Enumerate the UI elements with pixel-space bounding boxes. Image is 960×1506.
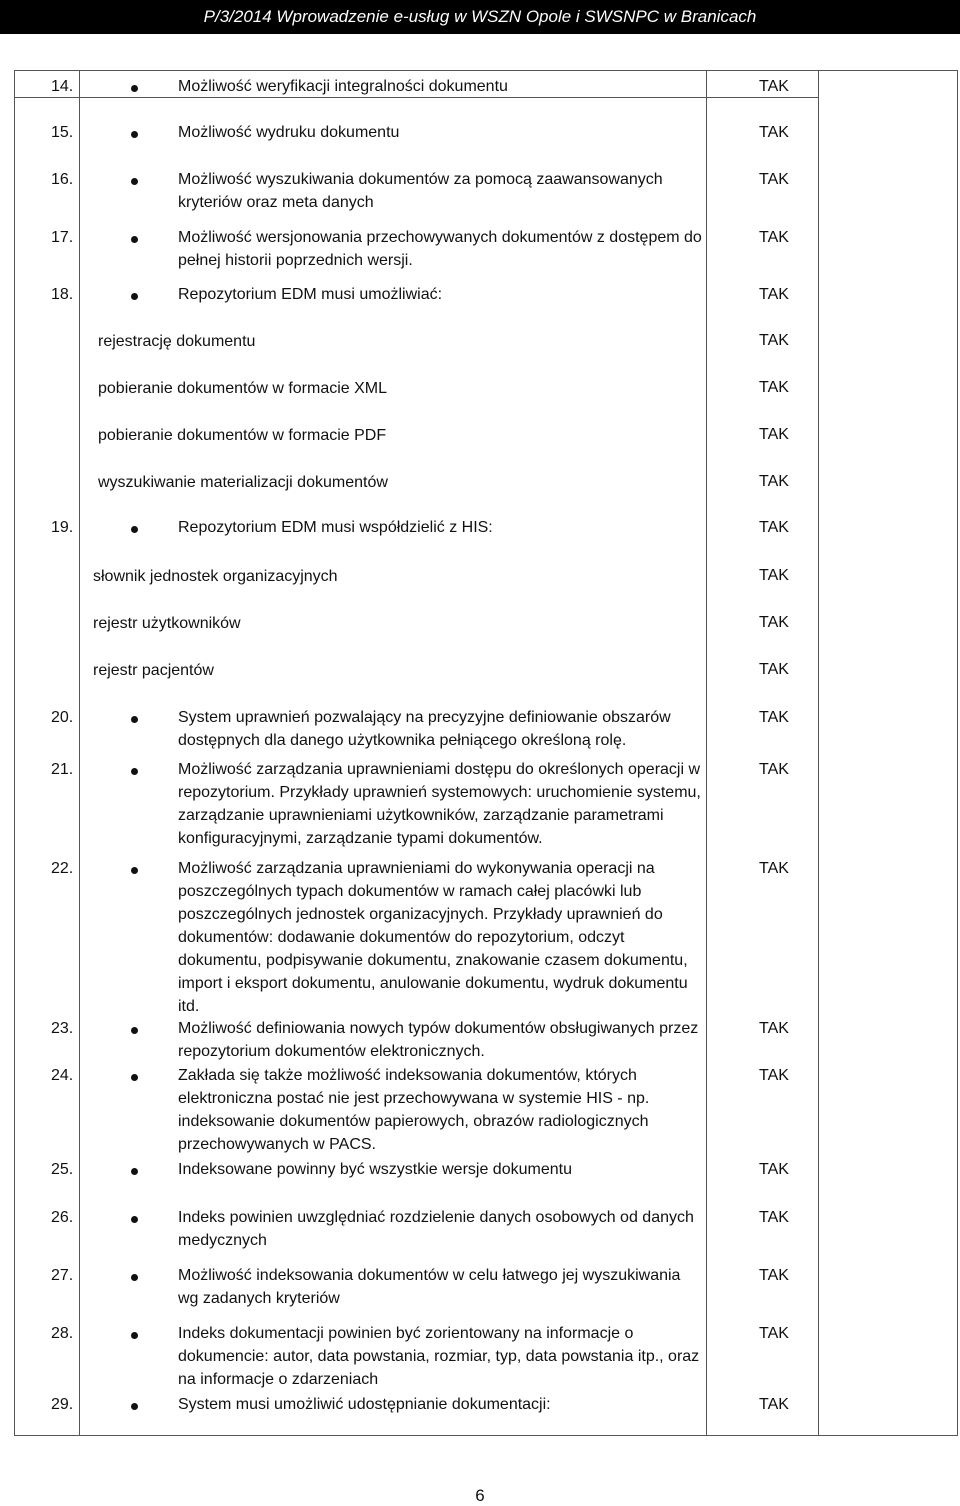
item-answer: TAK — [759, 1267, 789, 1284]
item-text: Indeks powinien uwzględniać rozdzielenie danych osobowych od danych medycznych — [178, 1209, 694, 1249]
item-answer: TAK — [759, 229, 789, 246]
item-number: 14. — [51, 78, 74, 95]
bullet-icon — [131, 1403, 138, 1410]
item-number: 29. — [51, 1396, 74, 1413]
bullet-icon — [131, 768, 138, 775]
item-text: Możliwość definiowania nowych typów dokumentów obsługiwanych przez repozytorium dokumentów elektronicznych. — [178, 1020, 699, 1060]
item-text: System musi umożliwić udostępnianie dokumentacji: — [178, 1396, 551, 1413]
subitem-answer: TAK — [759, 614, 789, 631]
item-answer: TAK — [759, 519, 789, 536]
item-answer: TAK — [759, 78, 789, 95]
bullet-icon — [131, 1216, 138, 1223]
item-number: 24. — [51, 1067, 74, 1084]
item-answer: TAK — [759, 1020, 789, 1037]
subitem-text: rejestr użytkowników — [93, 615, 241, 632]
item-answer: TAK — [759, 1396, 789, 1413]
document-title: P/3/2014 Wprowadzenie e-usług w WSZN Opole i SWSNPC w Branicach — [203, 7, 757, 26]
bullet-icon — [131, 716, 138, 723]
page-number: 6 — [475, 1486, 485, 1505]
item-text: Repozytorium EDM musi współdzielić z HIS: — [178, 519, 493, 536]
bullet-icon — [131, 131, 138, 138]
bullet-icon — [131, 1168, 138, 1175]
item-text: Możliwość zarządzania uprawnieniami do wykonywania operacji na poszczególnych typach dokumentów w ramach całej placówki lub poszczególnych jednostek organizacyjnych. Przykłady uprawnień do dokumentów: dodawanie dokumentów do repozytorium, odczyt dokumentu, podpisywanie dokumentu, znakowanie czasem dokumentu, import i eksport dokumentu, anulowanie dokumentu, wydruk dokumentu itd. — [178, 860, 688, 1015]
subitem-text: rejestrację dokumentu — [98, 333, 256, 350]
item-number: 18. — [51, 286, 74, 303]
item-number: 22. — [51, 860, 74, 877]
item-number: 28. — [51, 1325, 74, 1342]
item-answer: TAK — [759, 1209, 789, 1226]
page-header — [0, 0, 960, 34]
subitem-text: rejestr pacjentów — [93, 662, 214, 679]
subitem-answer: TAK — [759, 661, 789, 678]
bullet-icon — [131, 178, 138, 185]
item-text: Możliwość zarządzania uprawnieniami dostępu do określonych operacji w repozytorium. Przykłady uprawnień systemowych: uruchomienie systemu, zarządzanie uprawnieniami użytkowników, zarządzanie parametrami konfiguracyjnymi, zarządzanie typami dokumentów. — [178, 761, 701, 847]
item-text: Repozytorium EDM musi umożliwiać: — [178, 286, 443, 303]
subitem-answer: TAK — [759, 567, 789, 584]
subitem-answer: TAK — [759, 426, 789, 443]
item-number: 20. — [51, 709, 74, 726]
item-text: Możliwość weryfikacji integralności dokumentu — [178, 78, 508, 95]
item-text: Możliwość indeksowania dokumentów w celu łatwego jej wyszukiwania wg zadanych kryteriów — [178, 1267, 681, 1307]
subitem-answer: TAK — [759, 473, 789, 490]
item-answer: TAK — [759, 124, 789, 141]
item-answer: TAK — [759, 761, 789, 778]
item-text: Indeksowane powinny być wszystkie wersje dokumentu — [178, 1161, 572, 1178]
column-divider — [818, 71, 819, 1435]
item-answer: TAK — [759, 1161, 789, 1178]
bullet-icon — [131, 85, 138, 92]
item-answer: TAK — [759, 1325, 789, 1342]
subitem-text: wyszukiwanie materializacji dokumentów — [98, 474, 388, 491]
item-text: System uprawnień pozwalający na precyzyjne definiowanie obszarów dostępnych dla danego użytkownika pełniącego określoną rolę. — [178, 709, 671, 749]
subitem-answer: TAK — [759, 332, 789, 349]
bullet-icon — [131, 526, 138, 533]
item-number: 17. — [51, 229, 74, 246]
bullet-icon — [131, 1332, 138, 1339]
bullet-icon — [131, 1074, 138, 1081]
subitem-answer: TAK — [759, 379, 789, 396]
item-text: Możliwość wyszukiwania dokumentów za pomocą zaawansowanych kryteriów oraz meta danych — [178, 171, 663, 211]
subitem-text: słownik jednostek organizacyjnych — [93, 568, 338, 585]
bullet-icon — [131, 236, 138, 243]
bullet-icon — [131, 1027, 138, 1034]
item-answer: TAK — [759, 286, 789, 303]
column-divider — [79, 71, 80, 1435]
item-number: 23. — [51, 1020, 74, 1037]
item-text: Indeks dokumentacji powinien być zorientowany na informacje o dokumencie: autor, data powstania, rozmiar, typ, data powstania itp., oraz na informacje o zdarzeniach — [178, 1325, 700, 1388]
item-answer: TAK — [759, 1067, 789, 1084]
item-text: Możliwość wersjonowania przechowywanych dokumentów z dostępem do pełnej historii poprzednich wersji. — [178, 229, 702, 269]
item-number: 27. — [51, 1267, 74, 1284]
subitem-text: pobieranie dokumentów w formacie XML — [98, 380, 388, 397]
item-answer: TAK — [759, 860, 789, 877]
item-number: 21. — [51, 761, 74, 778]
item-answer: TAK — [759, 709, 789, 726]
requirements-table — [14, 70, 958, 1436]
item-number: 16. — [51, 171, 74, 188]
item-answer: TAK — [759, 171, 789, 188]
bullet-icon — [131, 1274, 138, 1281]
item-number: 26. — [51, 1209, 74, 1226]
item-number: 25. — [51, 1161, 74, 1178]
item-number: 15. — [51, 124, 74, 141]
bullet-icon — [131, 867, 138, 874]
item-number: 19. — [51, 519, 74, 536]
item-text: Możliwość wydruku dokumentu — [178, 124, 400, 141]
subitem-text: pobieranie dokumentów w formacie PDF — [98, 427, 387, 444]
item-text: Zakłada się także możliwość indeksowania dokumentów, których elektroniczna postać nie jest przechowywana w systemie HIS - np. indeksowanie dokumentów papierowych, obrazów radiologicznych przechowywanych w PACS. — [178, 1067, 650, 1153]
bullet-icon — [131, 293, 138, 300]
